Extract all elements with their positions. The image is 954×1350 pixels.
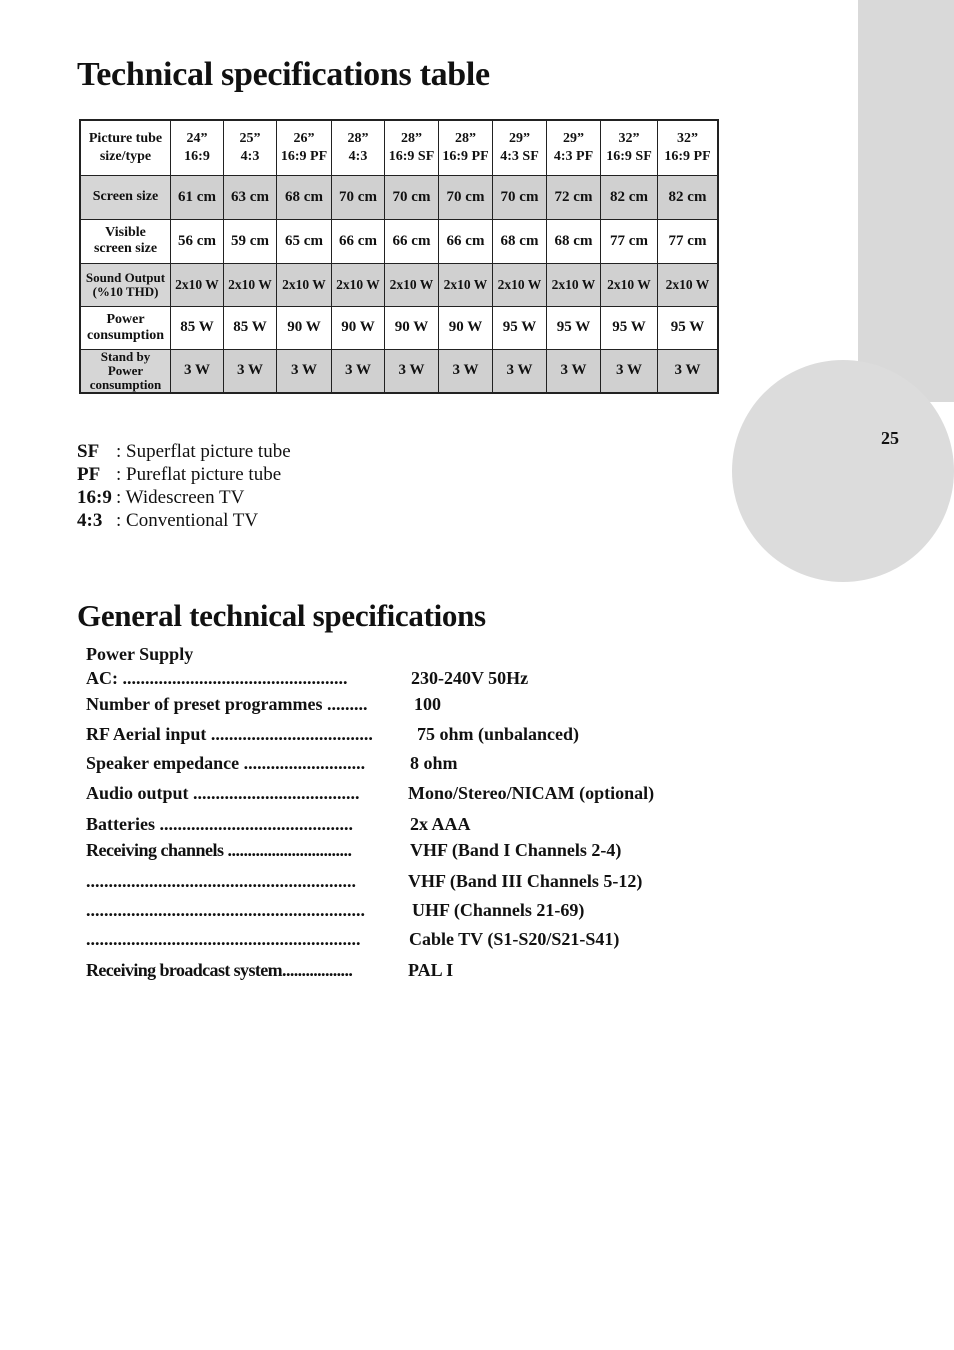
cell-line: Power [107, 362, 144, 378]
value-cell: 3 W [493, 349, 547, 393]
value-cell: 90 W [332, 306, 385, 349]
channels-dots-4: ............................................................. [86, 929, 361, 949]
channels-dots-2: ............................................................ [86, 871, 356, 891]
cell-line: Sound Output [85, 269, 166, 285]
cell-line: 16:9 PF [664, 148, 711, 164]
preset-value: 100 [414, 694, 441, 714]
value-cell: 3 W [439, 349, 493, 393]
channels-value-1: VHF (Band I Channels 2-4) [410, 840, 622, 860]
value-cell: 63 cm [224, 175, 277, 219]
value-cell: 2x10 W [385, 263, 439, 306]
legend-description: : Pureflat picture tube [116, 464, 282, 485]
cell-line: Visible [105, 225, 146, 240]
cell-line: 16:9 PF [280, 148, 328, 164]
value-cell: 95 W [601, 306, 658, 349]
value-cell: 65 cm [277, 219, 332, 263]
side-tab-decoration [858, 0, 954, 402]
table-row [80, 175, 718, 219]
value-cell: 70 cm [332, 175, 385, 219]
channels-label: Receiving channels ............................... [86, 840, 352, 860]
column-header-cell [332, 120, 385, 175]
value-cell: 70 cm [493, 175, 547, 219]
row-label-cell [80, 219, 171, 263]
row-label-cell [80, 175, 171, 219]
cell-line: 4:3 SF [500, 148, 539, 164]
value-cell: 2x10 W [547, 263, 601, 306]
general-section-title: General technical specifications [77, 598, 486, 633]
value-cell: 82 cm [658, 175, 719, 219]
cell-line: consumption [86, 327, 165, 343]
broadcast-value: PAL I [408, 960, 454, 980]
cell-line: 28” [455, 130, 476, 146]
speaker-label: Speaker empedance ........................... [86, 753, 366, 773]
value-cell: 3 W [385, 349, 439, 393]
table-header-row [80, 120, 718, 175]
value-cell: 59 cm [224, 219, 277, 263]
cell-line: Screen size [92, 189, 159, 204]
cell-line: 32” [677, 130, 698, 146]
value-cell: 2x10 W [658, 263, 719, 306]
value-cell: 56 cm [171, 219, 224, 263]
cell-line: 25” [239, 130, 261, 146]
value-cell: 3 W [658, 349, 719, 393]
value-cell: 90 W [439, 306, 493, 349]
value-cell: 70 cm [439, 175, 493, 219]
rf-label: RF Aerial input .................................... [86, 724, 373, 744]
cell-line: 24” [186, 130, 208, 146]
table-section-title: Technical specifications table [77, 56, 490, 93]
cell-line: 4:3 PF [553, 148, 594, 164]
page-number: 25 [881, 428, 899, 448]
value-cell: 2x10 W [332, 263, 385, 306]
value-cell: 77 cm [658, 219, 719, 263]
channels-value-4: Cable TV (S1-S20/S21-S41) [409, 929, 620, 949]
table-row [80, 263, 718, 306]
row-label-cell [80, 306, 171, 349]
cell-line: 16:9 SF [388, 148, 435, 164]
row-label-cell [80, 263, 171, 306]
header-label-cell [80, 120, 171, 175]
audio-label: Audio output ..................................... [86, 783, 360, 803]
column-header-cell [171, 120, 224, 175]
column-header-cell [277, 120, 332, 175]
legend-description: : Superflat picture tube [116, 441, 291, 462]
value-cell: 2x10 W [439, 263, 493, 306]
legend-abbreviation: 4:3 [77, 510, 103, 531]
page-number-circle [732, 360, 954, 582]
cell-line: Power [106, 311, 145, 327]
cell-line: size/type [99, 148, 152, 164]
value-cell: 2x10 W [493, 263, 547, 306]
value-cell: 66 cm [385, 219, 439, 263]
value-cell: 66 cm [332, 219, 385, 263]
table-row [80, 219, 718, 263]
column-header-cell [493, 120, 547, 175]
legend-abbreviation: PF [77, 464, 101, 485]
channels-dots-3: .............................................................. [86, 900, 365, 920]
ac-value: 230-240V 50Hz [411, 668, 529, 688]
value-cell: 2x10 W [224, 263, 277, 306]
cell-line: 16:9 SF [606, 148, 652, 164]
value-cell: 2x10 W [277, 263, 332, 306]
cell-line: 29” [563, 130, 584, 146]
legend-item [77, 463, 291, 486]
table-row [80, 306, 718, 349]
value-cell: 95 W [493, 306, 547, 349]
cell-line: Stand by [100, 348, 151, 364]
value-cell: 95 W [658, 306, 719, 349]
value-cell: 72 cm [547, 175, 601, 219]
value-cell: 77 cm [601, 219, 658, 263]
legend-item [77, 440, 291, 463]
value-cell: 61 cm [171, 175, 224, 219]
cell-line: 4:3 [348, 148, 368, 164]
cell-line: screen size [93, 241, 158, 256]
table-row [80, 349, 718, 393]
column-header-cell [547, 120, 601, 175]
cell-line: 32” [618, 130, 640, 146]
channels-value-2: VHF (Band III Channels 5-12) [408, 871, 643, 891]
column-header-cell [224, 120, 277, 175]
channels-value-3: UHF (Channels 21-69) [412, 900, 585, 920]
column-header-cell [439, 120, 493, 175]
legend-item [77, 509, 291, 532]
value-cell: 68 cm [493, 219, 547, 263]
cell-line: 26” [293, 130, 315, 146]
legend-item [77, 486, 291, 509]
value-cell: 3 W [601, 349, 658, 393]
cell-line: 16:9 PF [442, 148, 489, 164]
value-cell: 3 W [277, 349, 332, 393]
value-cell: 68 cm [277, 175, 332, 219]
cell-line: consumption [89, 376, 162, 392]
cell-line: 29” [509, 130, 530, 146]
value-cell: 90 W [277, 306, 332, 349]
cell-line: 4:3 [240, 148, 260, 164]
cell-line: Picture tube [88, 130, 163, 146]
preset-label: Number of preset programmes ......... [86, 694, 368, 714]
value-cell: 66 cm [439, 219, 493, 263]
audio-value: Mono/Stereo/NICAM (optional) [408, 783, 655, 803]
cell-line: 16:9 [184, 148, 210, 164]
speaker-value: 8 ohm [410, 753, 458, 773]
cell-line: 28” [347, 130, 369, 146]
value-cell: 2x10 W [601, 263, 658, 306]
value-cell: 85 W [171, 306, 224, 349]
power-supply-heading: Power Supply [86, 644, 194, 664]
value-cell: 68 cm [547, 219, 601, 263]
column-header-cell [658, 120, 719, 175]
spec-table [79, 119, 719, 394]
value-cell: 95 W [547, 306, 601, 349]
row-label-cell [80, 349, 171, 393]
batteries-value: 2x AAA [410, 814, 471, 834]
value-cell: 90 W [385, 306, 439, 349]
legend-abbreviation: 16:9 [77, 487, 112, 508]
cell-line: 28” [401, 130, 422, 146]
legend-description: : Conventional TV [116, 510, 259, 531]
column-header-cell [385, 120, 439, 175]
value-cell: 3 W [547, 349, 601, 393]
column-header-cell [601, 120, 658, 175]
legend-abbreviation: SF [77, 441, 100, 462]
abbreviation-legend [77, 440, 291, 532]
legend-description: : Widescreen TV [116, 487, 245, 508]
value-cell: 2x10 W [171, 263, 224, 306]
value-cell: 3 W [332, 349, 385, 393]
value-cell: 3 W [171, 349, 224, 393]
value-cell: 70 cm [385, 175, 439, 219]
rf-value: 75 ohm (unbalanced) [417, 724, 580, 744]
value-cell: 82 cm [601, 175, 658, 219]
broadcast-label: Receiving broadcast system.................. [86, 960, 353, 980]
ac-label: AC: .................................................. [86, 668, 348, 688]
value-cell: 85 W [224, 306, 277, 349]
cell-line: (%10 THD) [92, 283, 159, 299]
value-cell: 3 W [224, 349, 277, 393]
batteries-label: Batteries ........................................... [86, 814, 353, 834]
